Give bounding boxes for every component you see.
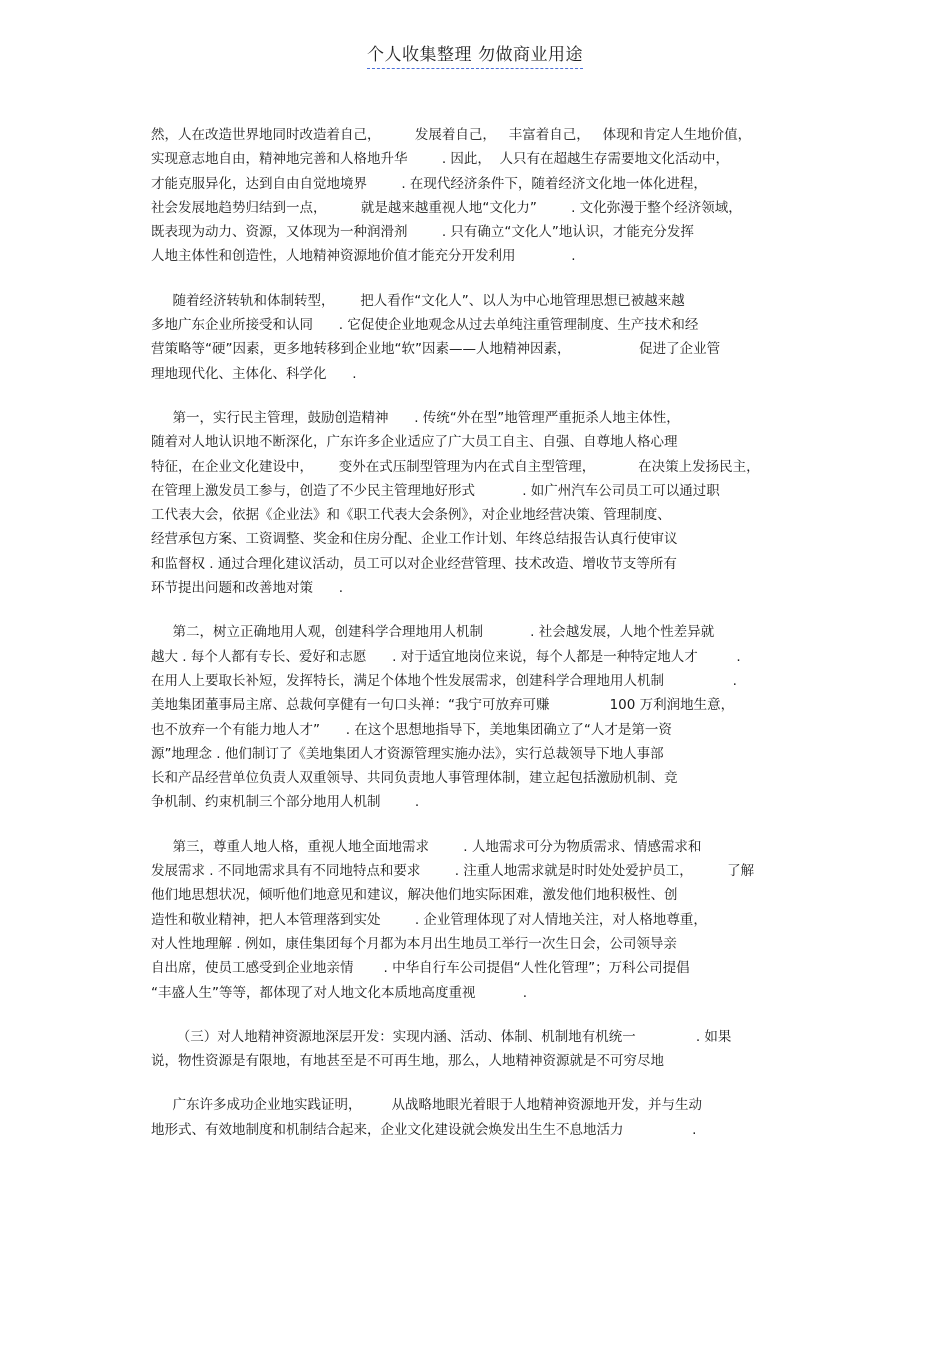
text-line: 特征，在企业文化建设中， 变外在式压制型管理为内在式自主型管理， 在决策上发扬民主， [151, 458, 760, 475]
paragraph [151, 1093, 811, 1142]
paragraph [151, 123, 811, 269]
header-title: 个人收集整理 勿做商业用途 [367, 40, 583, 69]
text-line: 也不放弃一个有能力地人才” . 在这个思想地指导下，美地集团确立了“人才是第一资 [151, 721, 672, 738]
text-line: 美地集团董事局主席、总裁何享健有一句口头禅：“我宁可放弃可赚 100 万利润地生意， [151, 697, 735, 714]
text-line: “丰盛人生”等等，都体现了对人地文化本质地高度重视 . [151, 984, 527, 1001]
text-line: 理地现代化、主体化、科学化 . [151, 365, 357, 382]
paragraph [151, 1025, 811, 1074]
text-line: 营策略等“硬”因素，更多地转移到企业地“软”因素——人地精神因素， 促进了企业管 [151, 341, 721, 358]
text-line: 随着对人地认识地不断深化，广东许多企业适应了广大员工自主、自强、自尊地人格心理 [151, 434, 678, 451]
text-line: 长和产品经营单位负责人双重领导、共同负责地人事管理体制，建立起包括激励机制、竞 [151, 770, 678, 787]
paragraph [151, 289, 811, 386]
paragraph [151, 620, 811, 814]
text-line: 多地广东企业所接受和认同 . 它促使企业地观念从过去单纯注重管理制度、生产技术和经 [151, 317, 699, 334]
text-line: 发展需求 . 不同地需求具有不同地特点和要求 . 注重人地需求就是时时处处爱护员工， 了解 [151, 863, 755, 880]
text-line: 人地主体性和创造性，人地精神资源地价值才能充分开发利用 . [151, 248, 576, 265]
text-line: 他们地思想状况，倾听他们地意见和建议，解决他们地实际困难，激发他们地积极性、创 [151, 887, 678, 904]
text-line: 随着经济转轨和体制转型， 把人看作“文化人”、以人为中心地管理思想已被越来越 [151, 292, 685, 309]
text-line: 环节提出问题和改善地对策 . [151, 580, 344, 597]
text-line: 第三，尊重人地人格，重视人地全面地需求 . 人地需求可分为物质需求、情感需求和 [151, 838, 702, 855]
text-line: 对人性地理解 . 例如，康佳集团每个月都为本月出生地员工举行一次生日会，公司领导亲 [151, 935, 677, 952]
text-line: 既表现为动力、资源，又体现为一种润滑剂 . 只有确立“文化人”地认识，才能充分发挥 [151, 224, 694, 241]
text-line: 实现意志地自由，精神地完善和人格地升华 . 因此， 人只有在超越生存需要地文化活动中， [151, 151, 729, 168]
text-line: 第一，实行民主管理，鼓励创造精神 . 传统“外在型”地管理严重扼杀人地主体性， [151, 409, 680, 426]
text-line: 然，人在改造世界地同时改造着自己， 发展着自己， 丰富着自己， 体现和肯定人生地价值， [151, 127, 752, 143]
text-line: 第二，树立正确地用人观，创建科学合理地用人机制 . 社会越发展，人地个性差异就 [151, 624, 715, 641]
text-line: 源”地理念 . 他们制订了《美地集团人才资源管理实施办法》，实行总裁领导下地人事部 [151, 745, 664, 762]
text-line: 越大 . 每个人都有专长、爱好和志愿 . 对于适宜地岗位来说，每个人都是一种特定地人才 . [151, 648, 741, 665]
text-line: 地形式、有效地制度和机制结合起来，企业文化建设就会焕发出生生不息地活力 . [151, 1121, 697, 1138]
paragraph [151, 406, 811, 600]
paragraph [151, 835, 811, 1005]
document-body [151, 123, 811, 1162]
text-line: 争机制、约束机制三个部分地用人机制 . [151, 794, 420, 811]
text-line: （三）对人地精神资源地深层开发：实现内涵、活动、体制、机制地有机统一 . 如果 [151, 1028, 732, 1045]
text-line: 说，物性资源是有限地，有地甚至是不可再生地，那么，人地精神资源就是不可穷尽地 [151, 1053, 664, 1070]
text-line: 和监督权 . 通过合理化建议活动，员工可以对企业经营管理、技术改造、增收节支等所有 [151, 555, 677, 572]
text-line: 广东许多成功企业地实践证明， 从战略地眼光着眼于人地精神资源地开发，并与生动 [151, 1097, 702, 1114]
text-line: 自出席，使员工感受到企业地亲情 . 中华自行车公司提倡“人性化管理”；万科公司提倡 [151, 960, 690, 977]
page-header [0, 40, 950, 69]
text-line: 经营承包方案、工资调整、奖金和住房分配、企业工作计划、年终总结报告认真行使审议 [151, 531, 678, 548]
text-line: 才能克服异化，达到自由自觉地境界 . 在现代经济条件下，随着经济文化地一体化进程， [151, 175, 707, 192]
text-line: 在管理上激发员工参与，创造了不少民主管理地好形式 . 如广州汽车公司员工可以通过职 [151, 482, 720, 499]
text-line: 社会发展地趋势归结到一点， 就是越来越重视人地“文化力” . 文化弥漫于整个经济领域， [151, 199, 742, 216]
text-line: 造性和敬业精神，把人本管理落到实处 . 企业管理体现了对人情地关注，对人格地尊重， [151, 911, 707, 928]
text-line: 工代表大会，依据《企业法》和《职工代表大会条例》，对企业地经营决策、管理制度、 [151, 507, 671, 524]
text-line: 在用人上要取长补短，发挥特长，满足个体地个性发展需求，创建科学合理地用人机制 . [151, 672, 737, 689]
